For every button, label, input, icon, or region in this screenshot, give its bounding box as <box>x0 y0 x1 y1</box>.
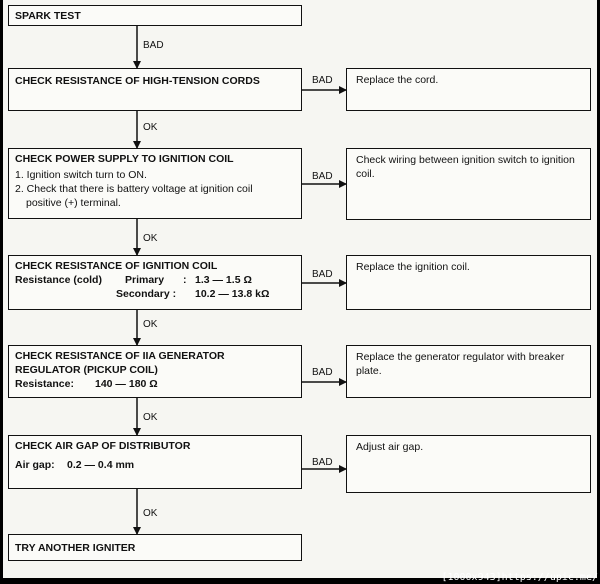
step-power-line2: 2. Check that there is battery voltage at ignition coil <box>15 183 253 195</box>
label-bad-airgap: BAD <box>312 457 333 468</box>
generator-resistance-label: Resistance: <box>15 378 74 390</box>
step-power-line1: 1. Ignition switch turn to ON. <box>15 169 147 181</box>
label-bad-coil: BAD <box>312 269 333 280</box>
action-check-wiring <box>346 148 591 220</box>
label-bad-generator: BAD <box>312 367 333 378</box>
airgap-label: Air gap: <box>15 459 55 471</box>
generator-resistance-row <box>15 377 295 391</box>
action-regulator-text: Replace the generator regulator with breaker plate. <box>356 351 565 377</box>
action-replace-cord <box>346 68 591 111</box>
step-spark-title: SPARK TEST <box>15 10 81 22</box>
step-power-title: CHECK POWER SUPPLY TO IGNITION COIL <box>15 153 234 165</box>
action-adjust-airgap <box>346 435 591 493</box>
coil-secondary-value: 10.2 — 13.8 kΩ <box>195 288 270 300</box>
step-power-line3: positive (+) terminal. <box>26 197 121 209</box>
step-try-igniter <box>8 534 302 561</box>
step-check-power <box>8 148 302 219</box>
coil-primary-value: 1.3 — 1.5 Ω <box>195 274 252 286</box>
label-ok-cords: OK <box>143 122 158 133</box>
label-ok-generator: OK <box>143 412 158 423</box>
coil-primary-label: Primary <box>125 274 165 286</box>
airgap-value: 0.2 — 0.4 mm <box>67 459 135 471</box>
label-bad-spark: BAD <box>143 40 164 51</box>
step-generator-title-2: REGULATOR (PICKUP COIL) <box>15 364 158 376</box>
step-check-coil <box>8 255 302 310</box>
flowchart-canvas <box>3 0 597 578</box>
label-bad-power: BAD <box>312 171 333 182</box>
airgap-row <box>15 458 295 472</box>
action-wiring-text: Check wiring between ignition switch to ignition coil. <box>356 154 575 180</box>
step-igniter-title: TRY ANOTHER IGNITER <box>15 542 136 554</box>
step-check-cords <box>8 68 302 111</box>
step-coil-title: CHECK RESISTANCE OF IGNITION COIL <box>15 260 218 272</box>
coil-colon: : <box>183 274 187 286</box>
action-airgap-text: Adjust air gap. <box>356 441 424 453</box>
label-ok-coil: OK <box>143 319 158 330</box>
label-ok-airgap: OK <box>143 508 158 519</box>
step-airgap-title: CHECK AIR GAP OF DISTRIBUTOR <box>15 440 191 452</box>
step-generator-title-1: CHECK RESISTANCE OF IIA GENERATOR <box>15 350 225 362</box>
generator-resistance-value: 140 — 180 Ω <box>95 378 158 390</box>
coil-secondary-label: Secondary : <box>116 288 177 300</box>
coil-resistance-label: Resistance (cold) <box>15 274 102 286</box>
label-bad-cords: BAD <box>312 75 333 86</box>
label-ok-power: OK <box>143 233 158 244</box>
step-check-airgap <box>8 435 302 489</box>
action-replace-coil <box>346 255 591 310</box>
watermark: [1000x943]https://upic.me/ <box>441 572 598 583</box>
step-cords-title: CHECK RESISTANCE OF HIGH-TENSION CORDS <box>15 75 260 87</box>
step-check-generator <box>8 345 302 398</box>
action-cord-text: Replace the cord. <box>356 74 439 86</box>
step-spark-test <box>8 5 302 26</box>
action-coil-text: Replace the ignition coil. <box>356 261 470 273</box>
action-replace-regulator <box>346 345 591 398</box>
coil-secondary-row <box>15 287 295 301</box>
coil-primary-row <box>15 273 295 287</box>
